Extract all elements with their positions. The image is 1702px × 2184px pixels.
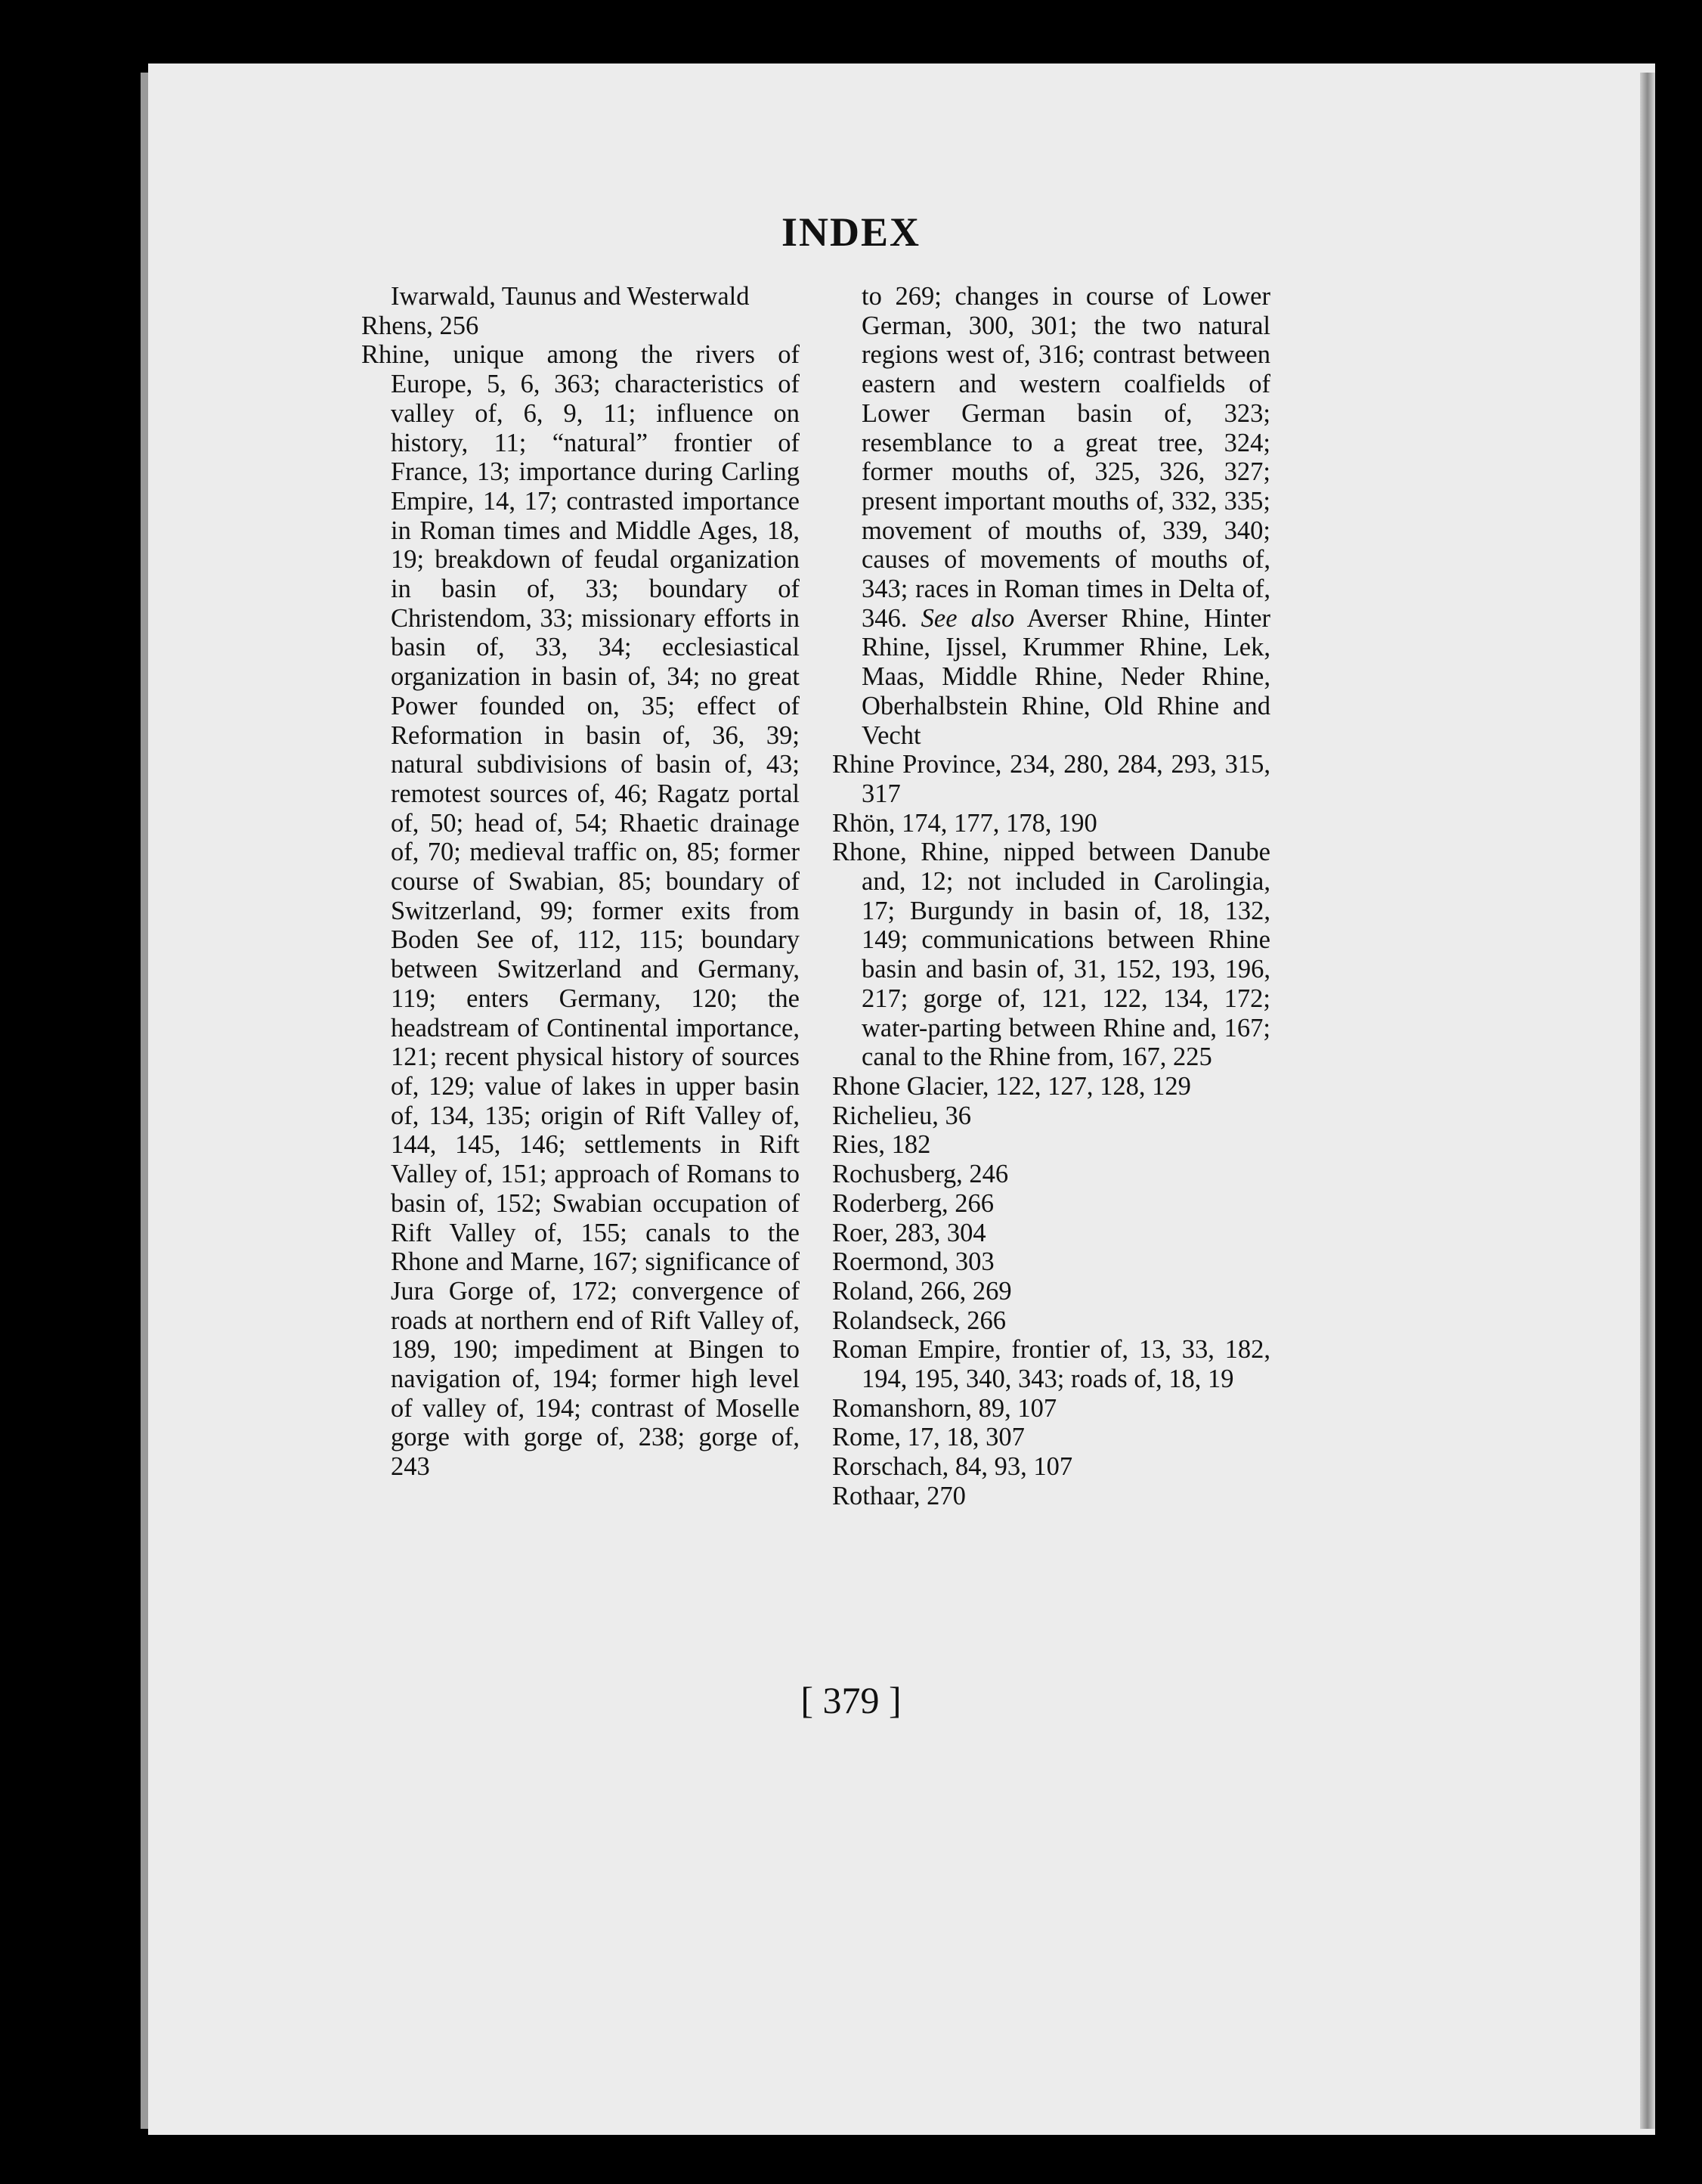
page-edge-left	[141, 73, 148, 2129]
rhine-continuation-text: to 269; changes in course of Lower German, 300, 301; the two natural regions west of, 316; contrast between eastern and western coalfields of Lower German basin of, 323; resemblance to a great tree, 324; former mouths of, 325, 326, 327; present important mouths of, 332, 335; movement of mouths of, 339, 340; causes of movements of mouths of, 343; races in Roman times in Delta of, 346.	[862, 282, 1270, 633]
index-entry: Rochusberg, 246	[832, 1160, 1009, 1189]
index-entry-continued	[832, 282, 1270, 750]
index-column-right	[832, 282, 1270, 1511]
see-also-text: Averser Rhine, Hinter Rhine, Ijssel, Krummer Rhine, Lek, Maas, Middle Rhine, Neder Rhine, Oberhalbstein Rhine, Old Rhine and Vecht	[862, 603, 1270, 750]
index-entry: Romanshorn, 89, 107	[832, 1393, 1057, 1423]
index-column-left	[361, 282, 800, 1482]
index-entry: Rhone Glacier, 122, 127, 128, 129	[832, 1071, 1191, 1101]
index-entry: Rorschach, 84, 93, 107	[832, 1452, 1073, 1482]
index-entry: Rolandseck, 266	[832, 1306, 1006, 1335]
index-entry: Rhine Province, 234, 280, 284, 293, 315, 317	[832, 750, 1270, 808]
index-entry: Roderberg, 266	[832, 1188, 994, 1218]
index-entry: Rhone, Rhine, nipped between Danube and, 12; not included in Carolingia, 17; Burgundy in basin of, 18, 132, 149; communications between Rhine basin and basin of, 31, 152, 193, 196, 217; gorge of, 121, 122, 134, 172; water-parting between Rhine and, 167; canal to the Rhine from, 167, 225	[832, 838, 1270, 1072]
index-entry: Roermond, 303	[832, 1247, 995, 1277]
page-edge-right	[1640, 73, 1655, 2129]
index-entry: Rothaar, 270	[832, 1481, 966, 1510]
page-title: INDEX	[781, 209, 921, 255]
index-entry-continued: Iwarwald, Taunus and Westerwald	[391, 282, 750, 311]
see-also-label: See also	[921, 603, 1015, 633]
index-entry: Rhön, 174, 177, 178, 190	[832, 808, 1097, 838]
index-entry: Rhens, 256	[361, 311, 479, 340]
index-entry: Roland, 266, 269	[832, 1276, 1012, 1306]
index-entry: Richelieu, 36	[832, 1101, 971, 1130]
page-number: [ 379 ]	[800, 1679, 902, 1721]
index-entry: Rhine, unique among the rivers of Europe, 5, 6, 363; characteristics of valley of, 6, 9, 11; influence on history, 11; “natural” frontier of France, 13; importance during Carling Empire, 14, 17; contrasted importance in Roman times and Middle Ages, 18, 19; breakdown of feudal organization in basin of, 33; boundary of Christendom, 33; missionary efforts in basin of, 33, 34; ecclesiastical organization in basin of, 34; no great Power founded on, 35; effect of Reformation in basin of, 36, 39; natural subdivisions of basin of, 43; remotest sources of, 46; Ragatz portal of, 50; head of, 54; Rhaetic drainage of, 70; medieval traffic on, 85; former course of Swabian, 85; boundary of Switzerland, 99; former exits from Boden See of, 112, 115; boundary between Switzerland and Germany, 119; enters Germany, 120; the headstream of Continental importance, 121; recent physical history of sources of, 129; value of lakes in upper basin of, 134, 135; origin of Rift Valley of, 144, 145, 146; settlements in Rift Valley of, 151; approach of Romans to basin of, 152; Swabian occupation of Rift Valley of, 155; canals to the Rhone and Marne, 167; significance of Jura Gorge of, 172; convergence of roads at northern end of Rift Valley of, 189, 190; impediment at Bingen to navigation of, 194; former high level of valley of, 194; contrast of Moselle gorge with gorge of, 238; gorge of, 243	[361, 340, 800, 1482]
index-entry: Rome, 17, 18, 307	[832, 1423, 1025, 1452]
index-entry: Roman Empire, frontier of, 13, 33, 182, 194, 195, 340, 343; roads of, 18, 19	[832, 1335, 1270, 1394]
index-entry: Ries, 182	[832, 1130, 931, 1160]
index-entry: Roer, 283, 304	[832, 1218, 986, 1247]
